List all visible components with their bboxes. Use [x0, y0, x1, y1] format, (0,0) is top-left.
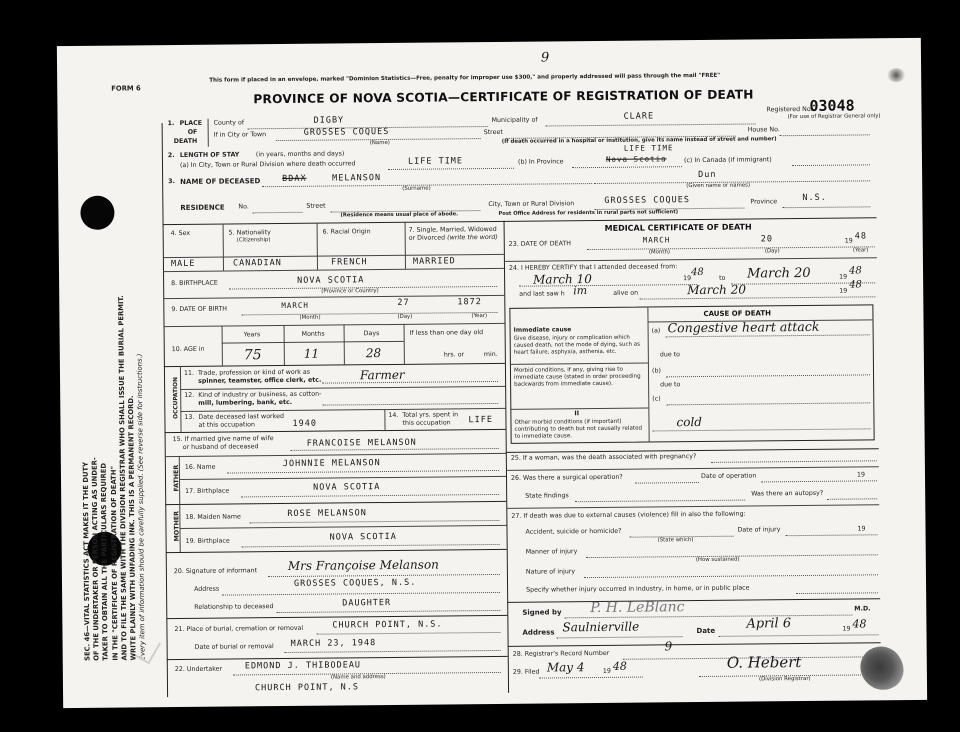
warning-line: IN THE "CERTIFICATE OF REGISTRATION OF DEATH": [109, 465, 120, 661]
informant-line: [268, 574, 500, 577]
death-certificate: [57, 38, 927, 708]
table-top-rule: [163, 217, 877, 225]
q27-label: 27. If death was due to external causes (violence) fill in also the following:: [511, 510, 746, 520]
morbid-conditions-text: Morbid conditions, if any, giving rise to immediate cause (stated in order proceeding backwards from immediate cause).: [513, 366, 641, 389]
place-label: PLACE: [179, 119, 203, 127]
q13-label: Date deceased last worked: [198, 412, 284, 421]
row-rule: [506, 504, 879, 509]
burial-date-line: [285, 650, 501, 653]
residence-hint-2: Post Office Address for residents in rural parts not sufficient): [498, 209, 679, 217]
q14-label: Total yrs. spent in: [402, 411, 459, 419]
warning-line: TAKER TO OBTAIN ALL THE PARTICULARS REQUIRED: [100, 462, 110, 661]
registered-no-label: Registered No.: [766, 105, 813, 114]
cause-b-label: (b): [651, 367, 661, 375]
lastsaw-value: im: [573, 284, 588, 298]
stay-b-line: [572, 166, 682, 168]
col-sep: [404, 324, 405, 364]
row-rule: [163, 268, 504, 272]
mother-birthplace-label: 19. Birthplace: [185, 537, 230, 545]
physician-date-year: 48: [852, 617, 867, 631]
physician-address-label: Address: [522, 628, 555, 637]
q14-label-2: this occupation: [402, 419, 451, 427]
medical-header: MEDICAL CERTIFICATE OF DEATH: [604, 222, 752, 233]
dod-day-hint: (Day): [764, 248, 780, 255]
other-conditions-text: Other morbid conditions (if important) contributing to death but not causally related to immediate cause.: [514, 418, 643, 441]
residence-no-label: No.: [238, 203, 249, 211]
attended-to-year-pre: 19: [839, 273, 848, 281]
name-label: NAME OF DECEASED: [180, 177, 261, 186]
accident-label: Accident, suicide or homicide?: [525, 527, 622, 536]
q13-value: 1940: [292, 418, 318, 429]
margin-rule: [162, 123, 169, 697]
row-rule: [166, 615, 507, 619]
op-year-label: 19: [856, 471, 866, 479]
stay-a-value: LIFE TIME: [407, 156, 464, 167]
physician-address-value: Saulnierville: [562, 619, 640, 635]
attended-from-year-pre: 19: [683, 275, 692, 283]
how-sustained-hint: (How sustained): [695, 556, 740, 564]
marital-value: MARRIED: [412, 256, 456, 267]
q15-label: 15. If married give name of wife: [172, 435, 274, 444]
row-rule: [179, 525, 506, 529]
marital-label: [409, 226, 499, 242]
physician-address-line: [557, 636, 683, 638]
dod-year: 48: [854, 231, 868, 242]
q26-line: [635, 482, 699, 484]
lastsaw-date: March 20: [687, 282, 746, 298]
filed-line: [539, 677, 643, 679]
immediate-cause-hint-text: Give disease, injury or complication which caused death, not the mode of dying, such as heart failure, asphyxia, asthenia, etc.: [513, 334, 641, 356]
undertaker-hint: (Name and address): [330, 674, 386, 681]
given-value: Dun: [698, 169, 717, 181]
burial-place-value: CHURCH POINT, N.S.: [332, 619, 443, 631]
attended-to-year: 48: [848, 265, 862, 277]
row-rule: [506, 466, 879, 471]
municipality-label: Municipality of: [491, 116, 538, 124]
injury-date-line: [786, 534, 878, 536]
filed-label: 29. Filed: [512, 668, 540, 676]
col-sep: [344, 324, 345, 364]
informant-address-line: [222, 592, 500, 596]
months-label: Months: [301, 330, 325, 338]
cause-a-value: Congestive heart attack: [667, 318, 820, 336]
specify-line: [796, 592, 878, 594]
due-to-label: due to: [659, 351, 681, 359]
md-label: M.D.: [854, 605, 871, 613]
physician-date-label: Date: [696, 626, 716, 636]
dod-month-hint: (Month): [648, 249, 670, 256]
stay-b-struck: Nova Scotia: [605, 154, 667, 164]
stay-label: LENGTH OF STAY: [179, 151, 240, 159]
warning-line: Every item of information should be carefully supplied. (See reverse side for instructions.): [135, 353, 147, 661]
registrar-hint: (Division Registrar): [758, 675, 811, 683]
dob-day-hint: (Day): [397, 313, 413, 320]
informant-signature: Mrs Françoise Melanson: [287, 557, 439, 573]
q25-label: 25. If a woman, was the death associated with pregnancy?: [510, 453, 697, 462]
sex-label: 4. Sex: [170, 229, 191, 238]
q26-label: 26. Was there a surgical operation?: [510, 473, 623, 482]
attended-label: 24. I HEREBY CERTIFY that I attended deceased from:: [508, 263, 678, 272]
physician-signature: P. H. LeBlanc: [590, 599, 685, 617]
cause-header: CAUSE OF DEATH: [703, 309, 772, 318]
marital-label-text: 7. Single, Married, Widowed or Divorced: [408, 225, 497, 242]
cause-a-label: (a): [651, 327, 661, 335]
q3-number: 3.: [168, 178, 175, 186]
birthplace-hint: (Province or Country): [321, 288, 379, 295]
dob-day: 27: [397, 297, 410, 308]
residence-no-line: [252, 212, 302, 213]
informant-address-value: GROSSES COQUES, N.S.: [293, 577, 417, 589]
county-value: DIGBY: [313, 115, 345, 126]
father-name-label: 16. Name: [184, 463, 216, 471]
name-struck: BDAX: [282, 173, 307, 185]
lastsaw-year: 48: [849, 279, 862, 291]
given-hint: (Given name or names): [686, 182, 751, 190]
state-which-hint: (State which): [657, 537, 694, 544]
q11-label-2: spinner, teamster, office clerk, etc.: [198, 376, 322, 385]
specify-label: Specify whether injury occurred in industry, in home, or in public place: [526, 584, 750, 594]
stay-b-value: LIFE TIME: [623, 143, 674, 153]
q12-label-2: mill, lumbering, bank, etc.: [198, 398, 293, 407]
q12-label: Kind of industry or business, as cotton-: [198, 390, 322, 399]
alive-label: alive on: [613, 289, 639, 297]
physician-date-value: April 6: [746, 616, 792, 632]
injury-date-label: Date of injury: [737, 526, 781, 534]
surname-value: MELANSON: [332, 173, 382, 184]
death-label: DEATH: [173, 137, 198, 146]
signed-by-label: Signed by: [522, 608, 562, 617]
years-label: Years: [243, 331, 261, 339]
op-date-label: Date of operation: [700, 472, 757, 480]
other-conditions-value: cold: [676, 414, 703, 430]
race-value: FRENCH: [330, 257, 368, 268]
stay-b-label: (b) In Province: [517, 158, 564, 166]
mother-name-value: ROSE MELANSON: [287, 508, 367, 519]
part-ii-label: II: [574, 410, 580, 418]
father-name-line: [227, 470, 499, 474]
occupation-sep: [180, 366, 182, 432]
residence-city-label: City, Town or Rural Division: [488, 200, 575, 209]
dob-month-hint: (Month): [299, 314, 321, 321]
physician-date-year-pre: 19: [842, 625, 851, 633]
municipality-line: [546, 123, 756, 126]
mother-name-line: [249, 520, 499, 523]
burial-place-line: [316, 632, 500, 635]
city-value: GROSSES COQUES: [303, 126, 390, 138]
row-rule: [165, 453, 506, 457]
relation-label: Relationship to deceased: [194, 603, 274, 611]
q15-label-2: or husband of deceased: [182, 443, 259, 451]
q14-number: 14.: [388, 411, 399, 419]
city-label: If in City or Town: [213, 131, 267, 139]
row-rule: [180, 386, 505, 390]
sex-value: MALE: [170, 258, 196, 270]
stay-c-label: (c) In Canada (if immigrant): [683, 156, 772, 165]
days-value: 28: [365, 346, 382, 361]
q12-line: [322, 403, 498, 406]
q11-label: Trade, profession or kind of work as: [197, 368, 311, 377]
informant-label: 20. Signature of informant: [173, 567, 258, 576]
residence-province-line: [782, 206, 870, 208]
stay-a-line: [388, 168, 514, 170]
registered-number: 03048: [809, 96, 855, 115]
months-value: 11: [303, 346, 320, 361]
dob-label: 9. DATE OF BIRTH: [171, 305, 228, 314]
attended-from-date: March 10: [533, 272, 592, 287]
father-birthplace-label: 17. Birthplace: [185, 487, 230, 495]
col-sep: [223, 224, 224, 271]
row-rule: [165, 429, 506, 433]
findings-line: [575, 500, 745, 503]
col-sep: [384, 409, 385, 430]
row-rule: [167, 656, 508, 660]
dob-year-hint: (Year): [471, 313, 488, 320]
q1-number: 1.: [167, 120, 175, 128]
immediate-cause-hint: [514, 335, 646, 357]
record-number-label: 28. Registrar's Record Number: [512, 649, 610, 658]
row-rule: [163, 295, 504, 299]
stay-hint: (in years, months and days): [255, 150, 345, 159]
top-note: 9: [540, 50, 550, 66]
col-sep: [222, 326, 223, 366]
dod-line: [587, 246, 875, 250]
lastsaw-line: [639, 296, 875, 299]
father-birthplace-value: NOVA SCOTIA: [313, 482, 381, 493]
nationality-value: CANADIAN: [232, 258, 282, 269]
q11-line: [322, 381, 498, 384]
nature-label: Nature of injury: [525, 568, 576, 576]
brace: [208, 119, 209, 147]
dob-month: MARCH: [281, 300, 309, 311]
spouse-value: FRANCOISE MELANSON: [306, 437, 417, 449]
burial-date-value: MARCH 23, 1948: [290, 638, 377, 649]
warning-line: OF THE UNDERTAKER OR PERSON ACTING AS UNDER-: [90, 457, 101, 661]
undertaker-label: 22. Undertaker: [174, 665, 223, 674]
q12-number: 12.: [184, 391, 195, 399]
form-number: FORM 6: [111, 84, 141, 93]
surname-hint: (Surname): [402, 185, 431, 192]
q14-value: LIFE: [468, 414, 493, 426]
q13-number: 13.: [184, 413, 195, 421]
warning-side-text: [66, 150, 161, 661]
of-label: OF: [187, 128, 198, 136]
row-rule: [165, 501, 506, 505]
q11-value: Farmer: [359, 367, 405, 383]
father-side-label: FATHER: [173, 464, 181, 492]
birthplace-label: 8. BIRTHPLACE: [171, 279, 218, 288]
row-rule: [164, 363, 505, 367]
days-label: Days: [363, 330, 380, 338]
dod-month: MARCH: [642, 235, 671, 245]
corner-smudge: [887, 68, 905, 82]
row-rule: [166, 549, 507, 553]
stay-a-label: (a) In City, Town or Rural Division where death occurred: [179, 160, 356, 169]
age-label: 10. AGE in: [171, 345, 205, 354]
residence-city-value: GROSSES COQUES: [604, 195, 691, 206]
registered-no-hint: (For use of Registrar General only): [787, 113, 881, 121]
county-label: County of: [213, 119, 245, 127]
residence-province-label: Province: [750, 198, 778, 206]
dob-year: 1872: [457, 297, 482, 308]
relation-line: [276, 610, 500, 613]
attended-from-year: 48: [690, 266, 704, 279]
due-to-label-2: due to: [660, 381, 681, 389]
row-rule: [507, 598, 880, 603]
name-hint: (Name): [369, 139, 390, 147]
mother-birthplace-line: [242, 544, 500, 547]
q25-line: [711, 460, 877, 463]
informant-address-label: Address: [194, 585, 220, 593]
col-sep: [405, 222, 406, 269]
q2-number: 2.: [167, 152, 175, 160]
autopsy-label: Was there an autopsy?: [751, 489, 824, 498]
warning-line: SEC. 46—VITAL STATISTICS ACT MAKES IT THE DUTY: [81, 461, 92, 661]
mother-side-label: MOTHER: [173, 510, 181, 542]
street-label: Street: [483, 128, 503, 137]
house-label: House No.: [747, 126, 780, 134]
occupation-side-label: OCCUPATION: [173, 377, 180, 419]
filed-date: May 4: [546, 660, 585, 675]
min-label: min.: [483, 350, 498, 359]
row-rule: [508, 642, 881, 647]
relation-value: DAUGHTER: [342, 597, 392, 609]
dod-year-pre: 19: [844, 237, 853, 245]
envelope-note: This form if placed in an envelope, marked "Dominion Statistics—Free, penalty for improper use $300," and properly addressed will pass through the mail "FREE": [209, 72, 721, 84]
physician-date-line: [719, 634, 879, 637]
row-rule: [179, 476, 506, 480]
document-title: PROVINCE OF NOVA SCOTIA—CERTIFICATE OF REGISTRATION OF DEATH: [253, 87, 754, 107]
nature-line: [584, 574, 878, 578]
marital-hint: (write the word): [447, 233, 498, 241]
filed-year-pre: 19: [602, 667, 611, 675]
father-name-value: JOHNNIE MELANSON: [282, 458, 381, 470]
attended-to-label: to: [719, 274, 726, 282]
op-date-line: [761, 480, 877, 482]
residence-hint: (Residence means usual place of abode.: [340, 211, 459, 219]
warning-line: WRITE PLAINLY WITH UNFADING INK. THIS IS A PERMANENT RECORD.: [127, 395, 138, 661]
nationality-hint: (Citizenship): [236, 237, 271, 244]
registrar-signature: O. Hebert: [726, 653, 802, 672]
dod-year-hint: (Year): [852, 247, 869, 254]
house-line: [780, 134, 870, 136]
residence-street-label: Street: [306, 202, 326, 210]
injury-year-label: 19: [857, 525, 866, 533]
q13-label-2: at this occupation: [198, 421, 256, 429]
q11-number: 11.: [183, 369, 195, 377]
undertaker-value: EDMOND J. THIBODEAU: [244, 660, 362, 672]
lessday-label: If less than one day old: [409, 329, 484, 337]
attended-to-date: March 20: [746, 265, 811, 282]
table-middle-rule: [504, 221, 510, 693]
burial-place-label: 21. Place of burial, cremation or removal: [174, 624, 304, 634]
dod-label: 23. DATE OF DEATH: [508, 240, 572, 248]
residence-label: RESIDENCE: [180, 203, 225, 212]
immediate-cause-label: Immediate cause: [513, 326, 572, 334]
thumbprint-smudge: [854, 640, 909, 696]
warning-line: AND TO FILE THE SAME WITH THE DIVISION REGISTRAR WHO SHALL ISSUE THE BURIAL PERMIT.: [116, 295, 129, 661]
col-sep: [284, 325, 285, 365]
record-number-value: 9: [664, 639, 673, 654]
mother-birthplace-value: NOVA SCOTIA: [329, 531, 397, 543]
autopsy-line: [827, 498, 877, 499]
nationality-label: 5. Nationality: [228, 229, 271, 237]
municipality-value: CLARE: [623, 111, 655, 122]
col-sep: [317, 223, 318, 270]
birthplace-value: NOVA SCOTIA: [297, 275, 365, 286]
hrs-label: hrs. or: [443, 351, 465, 359]
stay-c-line: [792, 164, 870, 166]
row-rule: [504, 257, 877, 262]
cause-c-label: (c): [652, 395, 661, 403]
years-value: 75: [243, 347, 262, 364]
father-birthplace-line: [241, 494, 499, 497]
findings-label: State findings: [525, 492, 569, 500]
race-label: 6. Racial Origin: [322, 228, 371, 236]
row-rule: [164, 323, 505, 327]
age-sub-rule: [222, 341, 404, 344]
filed-year: 48: [612, 659, 627, 673]
other-conditions-hint: [514, 419, 646, 442]
manner-label: Manner of injury: [525, 548, 578, 556]
undertaker-address: CHURCH POINT, N.S: [254, 682, 360, 694]
residence-province-value: N.S.: [802, 192, 827, 204]
morbid-conditions-hint: [514, 367, 646, 390]
hospital-hint: (If death occurred in a hospital or institution, give its name instead of street and number): [501, 136, 777, 145]
dob-line: [241, 312, 497, 315]
lastsaw-year-pre: 19: [839, 287, 848, 295]
burial-date-label: Date of burial or removal: [194, 643, 274, 651]
dod-day: 20: [760, 234, 774, 245]
mother-name-label: 18. Maiden Name: [185, 513, 241, 521]
lastsaw-label: and last saw h: [519, 290, 565, 298]
